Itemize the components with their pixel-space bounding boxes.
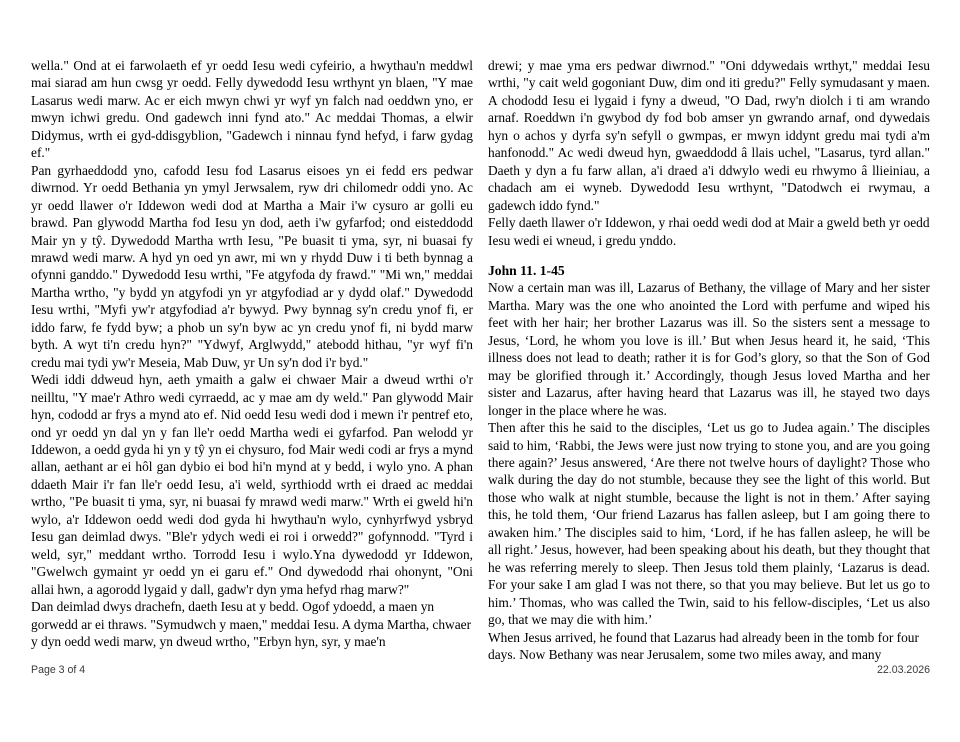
left-column-body [31, 57, 473, 650]
paragraph: Now a certain man was ill, Lazarus of Bethany, the village of Mary and her sister Martha. Mary was the one who anointed the Lord with perfume and wiped his feet with her hair; her brother Lazarus was ill. So the sisters sent a message to Jesus, ‘Lord, he whom you love is ill.’ But when Jesus heard it, he said, ‘This illness does not lead to death; rather it is for God’s glory, so that the Son of God may be glorified through it.’ Accordingly, though Jesus loved Martha and her sister and Lazarus, after having heard that Lazarus was ill, he stayed two days longer in the place where he was. [488, 280, 930, 418]
two-column-layout [31, 57, 930, 662]
paragraph: Then after this he said to the disciples, ‘Let us go to Judea again.’ The disciples said to him, ‘Rabbi, the Jews were just now trying to stone you, and are you going there again?’ Jesus answered, ‘Are there not twelve hours of daylight? Those who walk during the day do not stumble, because they see the light of this world. But those who walk at night stumble, because the light is not in them.’ After saying this, he told them, ‘Our friend Lazarus has fallen asleep, but I am going there to awaken him.’ The disciples said to him, ‘Lord, if he has fallen asleep, he will be all right.’ Jesus, however, had been speaking about his death, but they thought that he was referring merely to sleep. Then Jesus told them plainly, ‘Lazarus is dead. For your sake I am glad I was not there, so that you may believe. But let us go to him.’ Thomas, who was called the Twin, said to his fellow-disciples, ‘Let us also go, that we may die with him.’ [488, 420, 930, 628]
paragraph: When Jesus arrived, he found that Lazarus had already been in the tomb for four days. Now Bethany was near Jerusalem, some two miles away, and many [488, 629, 919, 662]
footer-page-number: Page 3 of 4 [31, 664, 86, 676]
paragraph: Wedi iddi ddweud hyn, aeth ymaith a galw ei chwaer Mair a dweud wrthi o'r neilltu, "Y mae'r Athro wedi cyrraedd, ac y mae am dy weld." Pan glywodd Mair hyn, cododd ar frys a mynd ato ef. Nid oedd Iesu wedi dod i mewn i'r pentref eto, ond yr oedd yn dal yn y fan lle'r oedd Martha wedi ei gyfarfod. Pan welodd yr Iddewon, a oedd gyda hi yn y tŷ yn ei chysuro, fod Mair wedi codi ar frys a mynd allan, aethant ar ei hôl gan dybio ei bod hi'n mynd at y bedd, i wylo yno. A phan ddaeth Mair i'r fan lle'r oedd Iesu, a'i weld, syrthiodd wrth ei draed ac meddai wrtho, "Pe buasit ti yma, syr, ni buasai fy mrawd wedi marw." Wrth ei gweld hi'n wylo, a'r Iddewon oedd wedi dod gyda hi hwythau'n wylo, cynhyrfwyd ysbryd Iesu gan deimlad dwys. "Ble'r ydych wedi ei roi i orwedd?" gofynnodd. "Tyrd i weld, syr," meddant wrtho. Torrodd Iesu i wylo.Yna dywedodd yr Iddewon, "Gwelwch gymaint yr oedd yn ei garu ef." Ond dywedodd rhai ohonynt, "Oni allai hwn, a agorodd lygaid y dall, gadw'r dyn yma hefyd rhag marw?" [31, 372, 473, 597]
paragraph: drewi; y mae yma ers pedwar diwrnod." "Oni ddywedais wrthyt," meddai Iesu wrthi, "y cait weld gogoniant Duw, dim ond iti gredu?" Felly symudasant y maen. A chododd Iesu ei lygaid i fyny a dweud, "O Dad, rwy'n diolch i ti am wrando arnaf. Roeddwn i'n gwybod dy fod bob amser yn gwrando arnaf, ond dywedais hyn o achos y dyrfa sy'n sefyll o gwmpas, er mwyn iddynt gredu mai tydi a'm hanfonodd." Ac wedi dweud hyn, gwaeddodd â llais uchel, "Lasarus, tyrd allan." Daeth y dyn a fu farw allan, a'i draed a'i ddwylo wedi eu rhwymo â llieiniau, a chadach am ei wyneb. Dywedodd Iesu wrthynt, "Datodwch ei rwymau, a gadewch iddo fynd." [488, 58, 930, 213]
heading-spacer [488, 249, 930, 262]
section-heading: John 11. 1-45 [488, 262, 565, 278]
right-column [488, 57, 930, 663]
page-footer [31, 663, 930, 683]
footer-date: 22.03.2026 [876, 664, 930, 676]
paragraph: Felly daeth llawer o'r Iddewon, y rhai oedd wedi dod at Mair a gweld beth yr oedd Iesu wedi ei wneud, i gredu ynddo. [488, 215, 930, 248]
right-column-body [488, 57, 930, 663]
paragraph: Dan deimlad dwys drachefn, daeth Iesu at y bedd. Ogof ydoedd, a maen yn gorwedd ar ei thraws. "Symudwch y maen," meddai Iesu. A dyma Martha, chwaer y dyn oedd wedi marw, yn dweud wrtho, "Erbyn hyn, syr, y mae'n [31, 599, 472, 649]
left-column [31, 57, 473, 650]
paragraph: wella." Ond at ei farwolaeth ef yr oedd Iesu wedi cyfeirio, a hwythau'n meddwl mai siarad am hun cwsg yr oedd. Felly dywedodd Iesu wrthynt yn blaen, "Y mae Lasarus wedi marw. Ac er eich mwyn chwi yr wyf yn falch nad oeddwn yno, er mwyn ichwi gredu. Ond gadewch inni fynd ato." Ac meddai Thomas, a elwir Didymus, wrth ei gyd-ddisgyblion, "Gadewch i ninnau fynd hefyd, i farw gydag ef." [31, 58, 473, 161]
paragraph: Pan gyrhaeddodd yno, cafodd Iesu fod Lasarus eisoes yn ei fedd ers pedwar diwrnod. Yr oedd Bethania yn ymyl Jerwsalem, ryw dri chilomedr oddi yno. Ac yr oedd llawer o'r Iddewon wedi dod at Martha a Mair i'w cysuro ar golli eu brawd. Pan glywodd Martha fod Iesu yn dod, aeth i'w gyfarfod; ond eisteddodd Mair yn y tŷ. Dywedodd Martha wrth Iesu, "Pe buasit ti yma, syr, ni buasai fy mrawd wedi marw. A hyd yn oed yn awr, mi wn y rhydd Duw i ti beth bynnag a ofynni ganddo." Dywedodd Iesu wrthi, "Fe atgyfoda dy frawd." "Mi wn," meddai Martha wrtho, "y bydd yn atgyfodi yn yr atgyfodiad ar y dydd olaf." Dywedodd Iesu wrthi, "Myfi yw'r atgyfodiad a'r bywyd. Pwy bynnag sy'n credu ynof fi, er iddo farw, fe fydd byw; a phob un sy'n byw ac yn credu ynof fi, ni bydd marw byth. A wyt ti'n credu hyn?" "Ydwyf, Arglwydd," atebodd hithau, "yr wyf fi'n credu mai tydi yw'r Meseia, Mab Duw, yr Un sy'n dod i'r byd." [31, 162, 473, 370]
